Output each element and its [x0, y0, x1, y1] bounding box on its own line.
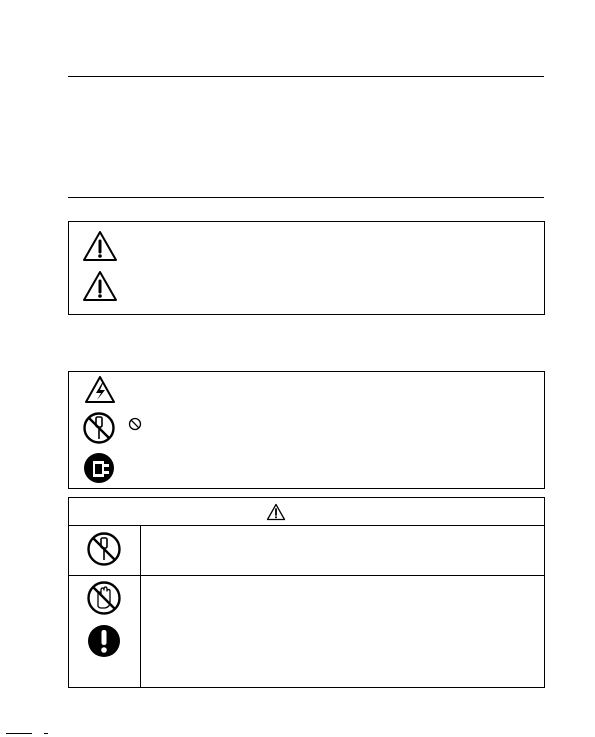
prohibition-icon: [128, 417, 142, 431]
mandatory-action-icon: [86, 623, 122, 659]
warning-triangle-icon: [82, 230, 118, 262]
table-header: [69, 498, 544, 526]
warning-triangle-small-icon: [266, 503, 286, 521]
caution-triangle-icon: [82, 270, 118, 302]
unplug-icon: [82, 451, 116, 485]
section-rule: [68, 197, 544, 198]
electric-shock-icon: [84, 375, 116, 405]
page-edge-mark: [6, 733, 32, 734]
page-edge-mark: [44, 733, 48, 734]
do-not-touch-icon: [86, 580, 122, 616]
symbol-legend-box: [68, 371, 545, 489]
no-disassembly-icon: [82, 411, 116, 445]
no-disassembly-icon: [86, 531, 122, 567]
precautions-table: [68, 497, 545, 688]
signal-word-legend-box: [68, 221, 545, 315]
top-rule: [68, 76, 544, 77]
table-column-divider: [140, 526, 141, 688]
table-row-divider: [69, 575, 544, 576]
